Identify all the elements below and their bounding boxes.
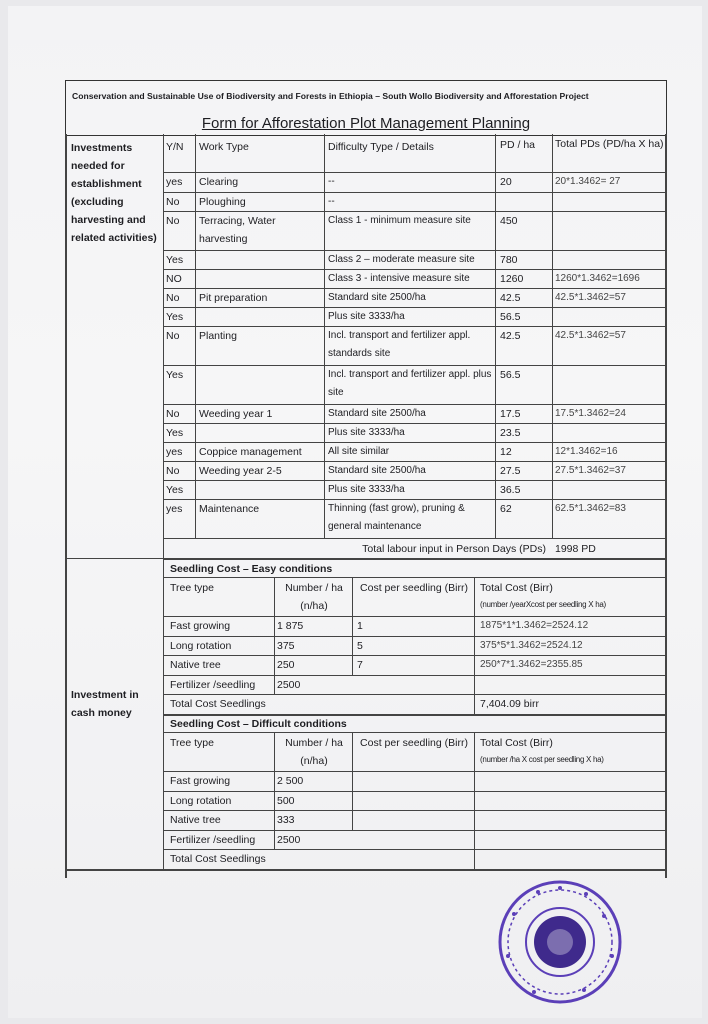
row-pd-ha: 56.5 <box>500 311 521 323</box>
col-rule <box>352 577 353 675</box>
row-work-type: Coppice management <box>199 446 302 458</box>
row-total-pds: 17.5*1.3462=24 <box>555 408 626 419</box>
row-detail: -- <box>328 196 335 207</box>
easy-seedling-col-total: Total Cost (Birr) <box>480 582 553 594</box>
col-rule <box>324 134 325 538</box>
easy-seedling-total-cost: 375*5*1.3462=2524.12 <box>480 639 583 651</box>
row-detail: Incl. transport and fertilizer appl. standards site <box>328 330 471 359</box>
total-labour-value: 1998 PD <box>555 543 596 555</box>
row-yn: Yes <box>166 254 184 266</box>
row-rule <box>65 538 67 539</box>
row-yn: Yes <box>166 369 184 381</box>
row-pd-ha: 56.5 <box>500 369 521 381</box>
row-work-type: Clearing <box>199 176 239 188</box>
easy-seedling-tree-type: Long rotation <box>170 639 232 652</box>
row-detail: Class 1 - minimum measure site <box>328 215 471 226</box>
col-rule <box>474 577 475 714</box>
row-pd-ha: 42.5 <box>500 292 521 304</box>
row-yn: yes <box>166 503 183 515</box>
table-left-border <box>65 134 67 878</box>
form-header <box>65 80 667 136</box>
row-detail: Class 3 - intensive measure site <box>328 273 470 284</box>
row-yn: NO <box>166 273 182 285</box>
row-pd-ha: 780 <box>500 254 518 266</box>
row-pd-ha: 27.5 <box>500 465 521 477</box>
difficult-seedling-number-per-ha: 500 <box>277 794 295 807</box>
easy-seedling-col-total-sub: (number /yearXcost per seedling X ha) <box>480 600 606 609</box>
easy-seedling-title: Seedling Cost – Easy conditions <box>170 563 333 575</box>
difficult-seedling-col-tree: Tree type <box>170 737 214 749</box>
table-right-border <box>665 538 667 558</box>
section-rule <box>65 558 163 559</box>
row-detail: -- <box>328 176 335 187</box>
row-detail: Standard site 2500/ha <box>328 292 426 303</box>
total-labour-label: Total labour input in Person Days (PDs) <box>362 543 546 555</box>
row-pd-ha: 36.5 <box>500 484 521 496</box>
easy-seedling-total-label: Total Cost Seedlings <box>170 698 266 710</box>
row-pd-ha: 1260 <box>500 273 524 285</box>
planning-form <box>65 80 667 878</box>
difficult-seedling-col-number: Number / ha (n/ha) <box>285 737 343 767</box>
row-total-pds: 62.5*1.3462=83 <box>555 503 626 514</box>
difficult-seedling-tree-type: Fertilizer /seedling <box>170 833 256 846</box>
row-work-type: Ploughing <box>199 196 246 208</box>
difficult-seedling-tree-type: Native tree <box>170 814 221 826</box>
row-work-type: Weeding year 2-5 <box>199 465 282 477</box>
col-header-work-type: Work Type <box>199 141 249 153</box>
row-detail: Standard site 2500/ha <box>328 408 426 419</box>
row-yn: No <box>166 196 180 208</box>
col-rule <box>163 134 164 538</box>
row-total-pds: 20*1.3462= 27 <box>555 176 621 187</box>
col-rule <box>163 559 164 869</box>
col-rule <box>474 732 475 869</box>
row-rule <box>163 577 665 578</box>
easy-seedling-col-cost: Cost per seedling (Birr) <box>360 582 468 594</box>
row-total-pds: 42.5*1.3462=57 <box>555 330 626 341</box>
easy-seedling-number-per-ha: 375 <box>277 639 295 652</box>
row-total-pds: 27.5*1.3462=37 <box>555 465 626 476</box>
cash-side-label: Investment in cash money <box>71 689 139 719</box>
row-work-type: Weeding year 1 <box>199 408 273 420</box>
row-pd-ha: 12 <box>500 446 512 458</box>
row-rule <box>163 732 665 733</box>
easy-seedling-number-per-ha: 250 <box>277 659 295 671</box>
row-yn: No <box>166 408 180 420</box>
easy-seedling-cost-per-seedling: 7 <box>357 659 363 671</box>
col-header-yn: Y/N <box>166 141 184 153</box>
difficult-seedling-title: Seedling Cost – Difficult conditions <box>170 718 347 730</box>
row-pd-ha: 20 <box>500 176 512 188</box>
col-header-difficulty: Difficulty Type / Details <box>328 141 434 153</box>
col-header-pd-ha: PD / ha <box>500 139 536 151</box>
row-detail: Standard site 2500/ha <box>328 465 426 476</box>
easy-seedling-col-tree: Tree type <box>170 582 214 594</box>
difficult-seedling-col-total: Total Cost (Birr) <box>480 737 553 749</box>
row-yn: No <box>166 330 180 342</box>
easy-seedling-tree-type: Native tree <box>170 659 221 671</box>
row-yn: Yes <box>166 427 184 439</box>
investments-side-label: Investments needed for establishment (excluding harvesting and related activities) <box>71 142 157 244</box>
row-detail: All site similar <box>328 446 390 457</box>
col-rule <box>274 732 275 849</box>
row-yn: No <box>166 215 180 227</box>
table-bottom-border <box>65 869 665 871</box>
row-work-type: Maintenance <box>199 503 260 515</box>
row-detail: Class 2 – moderate measure site <box>328 254 475 265</box>
row-detail: Plus site 3333/ha <box>328 427 405 438</box>
row-work-type: Planting <box>199 330 237 342</box>
easy-seedling-tree-type: Fast growing <box>170 620 231 632</box>
difficult-seedling-total-label: Total Cost Seedlings <box>170 853 266 865</box>
difficult-seedling-number-per-ha: 2500 <box>277 833 301 846</box>
difficult-seedling-col-total-sub: (number /ha X cost per seedling X ha) <box>480 755 604 764</box>
easy-seedling-number-per-ha: 2500 <box>277 678 301 691</box>
row-pd-ha: 62 <box>500 503 512 515</box>
row-rule <box>163 538 665 539</box>
official-seal-icon <box>494 876 626 1008</box>
col-rule <box>552 134 553 538</box>
difficult-seedling-col-cost: Cost per seedling (Birr) <box>360 737 468 749</box>
row-pd-ha: 42.5 <box>500 330 521 342</box>
row-yn: No <box>166 465 180 477</box>
project-name: Conservation and Sustainable Use of Biodiversity and Forests in Ethiopia – South Wollo Biodiversity and Afforestation Project <box>72 91 589 101</box>
difficult-seedling-number-per-ha: 2 500 <box>277 775 304 787</box>
easy-seedling-total-value: 7,404.09 birr <box>480 698 539 710</box>
row-total-pds: 1260*1.3462=1696 <box>555 273 640 284</box>
row-yn: Yes <box>166 311 184 323</box>
col-rule <box>274 577 275 694</box>
easy-seedling-number-per-ha: 1 875 <box>277 620 304 632</box>
easy-seedling-cost-per-seedling: 5 <box>357 639 363 652</box>
row-pd-ha: 450 <box>500 215 518 227</box>
row-detail: Incl. transport and fertilizer appl. plus site <box>328 369 492 398</box>
row-detail: Plus site 3333/ha <box>328 311 405 322</box>
easy-seedling-col-number: Number / ha (n/ha) <box>285 582 343 612</box>
col-rule <box>352 732 353 830</box>
form-title: Form for Afforestation Plot Management Planning <box>201 115 531 132</box>
row-detail: Plus site 3333/ha <box>328 484 405 495</box>
row-yn: yes <box>166 176 183 188</box>
row-pd-ha: 23.5 <box>500 427 521 439</box>
difficult-seedling-number-per-ha: 333 <box>277 814 295 826</box>
row-yn: yes <box>166 446 183 458</box>
easy-seedling-cost-per-seedling: 1 <box>357 620 363 632</box>
row-work-type: Terracing, Water harvesting <box>199 215 276 245</box>
row-work-type: Pit preparation <box>199 292 268 304</box>
easy-seedling-total-cost: 1875*1*1.3462=2524.12 <box>480 620 589 631</box>
row-total-pds: 42.5*1.3462=57 <box>555 292 626 303</box>
row-pd-ha: 17.5 <box>500 408 521 420</box>
document-page <box>8 6 702 1018</box>
difficult-seedling-tree-type: Long rotation <box>170 794 232 807</box>
easy-seedling-total-cost: 250*7*1.3462=2355.85 <box>480 659 583 670</box>
difficult-seedling-tree-type: Fast growing <box>170 775 231 787</box>
row-yn: No <box>166 292 180 304</box>
row-detail: Thinning (fast grow), pruning & general maintenance <box>328 503 465 532</box>
easy-seedling-tree-type: Fertilizer /seedling <box>170 678 256 691</box>
row-total-pds: 12*1.3462=16 <box>555 446 618 457</box>
col-header-total-pds: Total PDs (PD/ha X ha) <box>555 138 664 150</box>
row-yn: Yes <box>166 484 184 496</box>
